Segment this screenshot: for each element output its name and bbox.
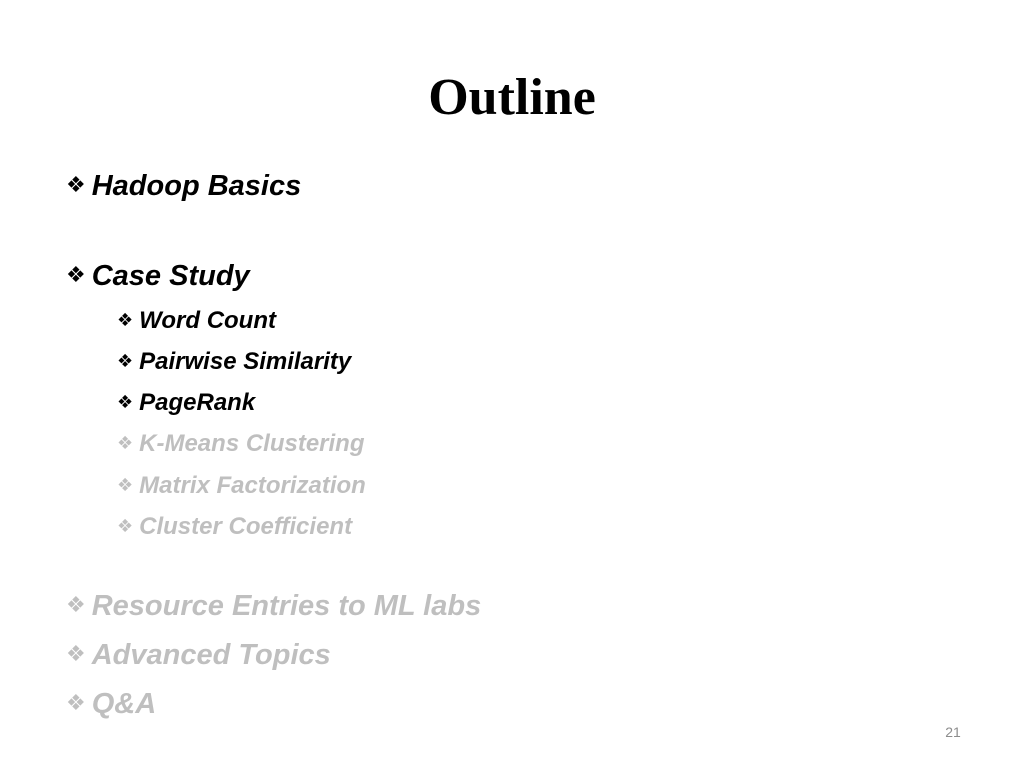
page-number: 21 [945,724,961,740]
outline-item-label: Matrix Factorization [139,472,366,499]
outline-item-label: Pairwise Similarity [139,348,352,375]
diamond-bullet-icon: ❖ [117,392,134,413]
diamond-bullet-icon: ❖ [117,433,134,454]
outline-subitem-word-count [117,306,276,336]
outline-item-q-and-a [66,686,156,722]
diamond-bullet-icon: ❖ [117,351,134,372]
diamond-bullet-icon: ❖ [117,516,134,537]
diamond-bullet-icon: ❖ [66,642,86,667]
slide-title: Outline [428,69,596,126]
diamond-bullet-icon: ❖ [66,593,86,618]
diamond-bullet-icon: ❖ [117,475,134,496]
outline-item-hadoop-basics [66,168,301,204]
outline-item-label: Hadoop Basics [91,170,302,202]
outline-subitem-matrix-factorization [117,471,366,501]
outline-item-label: PageRank [139,389,256,416]
outline-item-label: Advanced Topics [91,639,331,671]
outline-subitem-cluster-coefficient [117,512,352,542]
outline-item-case-study [66,258,250,294]
outline-item-label: Word Count [139,307,276,334]
outline-item-label: Case Study [91,260,250,292]
outline-item-advanced-topics [66,637,331,673]
outline-item-resource-entries [66,588,481,624]
diamond-bullet-icon: ❖ [66,173,86,198]
outline-item-label: Q&A [91,688,157,720]
outline-item-label: K-Means Clustering [139,430,365,457]
outline-subitem-pagerank [117,388,255,418]
outline-item-label: Resource Entries to ML labs [91,590,482,622]
diamond-bullet-icon: ❖ [117,310,134,331]
diamond-bullet-icon: ❖ [66,691,86,716]
diamond-bullet-icon: ❖ [66,263,86,288]
outline-subitem-pairwise-similarity [117,347,351,377]
outline-item-label: Cluster Coefficient [139,513,353,540]
outline-subitem-k-means-clustering [117,429,365,459]
